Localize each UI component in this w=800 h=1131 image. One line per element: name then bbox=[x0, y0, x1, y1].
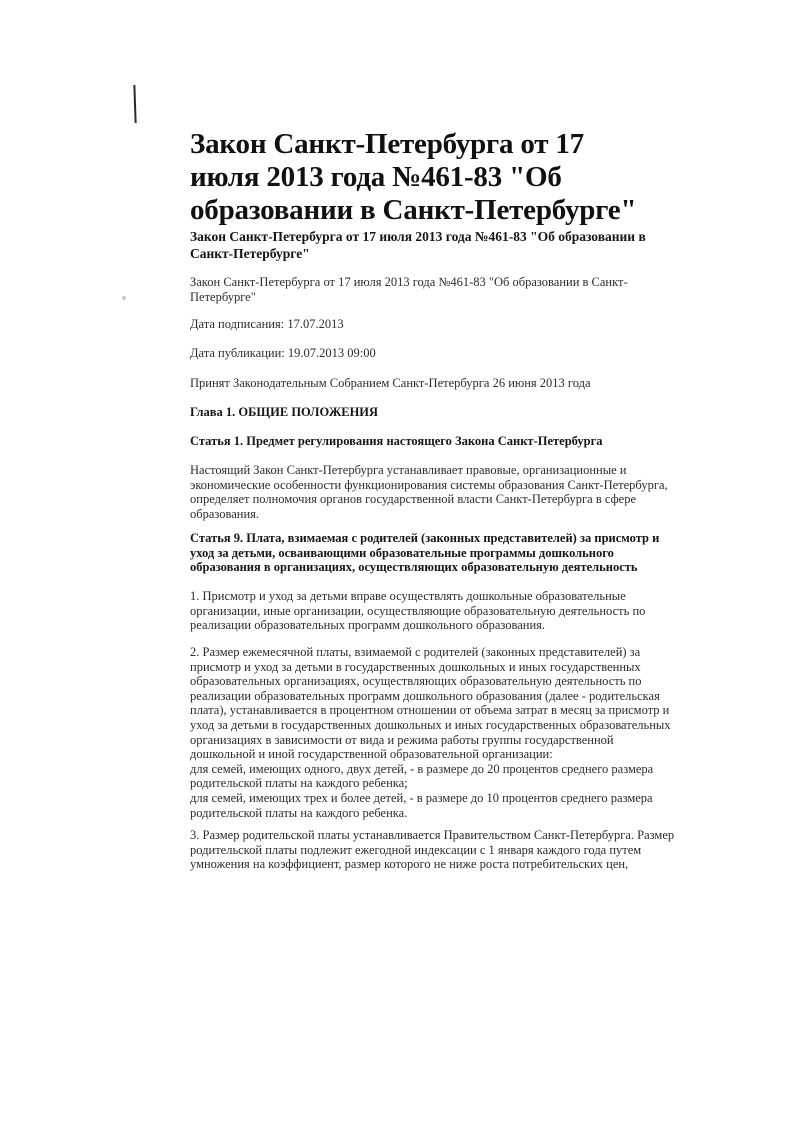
text-line: 2. Размер ежемесячной платы, взимаемой с родителей (законных представителей) за bbox=[190, 645, 641, 659]
article-9-heading bbox=[190, 531, 659, 575]
text-line: организации, иные организации, осуществляющие образовательную деятельность по bbox=[190, 603, 646, 618]
text-line: родительской платы на каждого ребенка; bbox=[190, 776, 408, 791]
signing-date: Дата подписания: 17.07.2013 bbox=[190, 317, 344, 331]
scan-artifact-dot bbox=[122, 296, 126, 300]
article-9-paragraph-2 bbox=[190, 645, 671, 820]
text-line: образования. bbox=[190, 506, 260, 521]
heading-line: уход за детьми, осваивающими образовательные программы дошкольного bbox=[190, 545, 614, 560]
text-line: присмотр и уход за детьми в государственных дошкольных и иных государственных bbox=[190, 659, 641, 674]
text-line: организациях в зависимости от вида и режима работы группы государственной bbox=[190, 732, 614, 747]
heading-line: Статья 9. Плата, взимаемая с родителей (законных представителей) за присмотр и bbox=[190, 531, 660, 545]
text-line: дошкольной и иной государственной образовательной организации: bbox=[190, 747, 553, 762]
article-9-paragraph-1 bbox=[190, 589, 645, 633]
article-1-text bbox=[190, 463, 668, 521]
text-line: Настоящий Закон Санкт-Петербурга устанавливает правовые, организационные и bbox=[190, 463, 627, 477]
text-line: экономические особенности функционирования системы образования Санкт-Петербурга, bbox=[190, 477, 668, 492]
subtitle: Закон Санкт-Петербурга от 17 июля 2013 года №461-83 "Об образовании в Санкт-Петербурге" bbox=[190, 229, 646, 261]
main-title: Закон Санкт-Петербурга от 17 июля 2013 года №461-83 "Об образовании в Санкт-Петербурге" bbox=[190, 128, 637, 226]
text-line: 3. Размер родительской платы устанавливается Правительством Санкт-Петербурга. Размер bbox=[190, 828, 675, 842]
article-1-heading: Статья 1. Предмет регулирования настоящего Закона Санкт-Петербурга bbox=[190, 434, 603, 448]
text-line: образовательных организациях, осуществляющих образовательную деятельность по bbox=[190, 674, 642, 689]
chapter-1-heading: Глава 1. ОБЩИЕ ПОЛОЖЕНИЯ bbox=[190, 405, 379, 419]
text-line: родительской платы подлежит ежегодной индексации с 1 января каждого года путем bbox=[190, 842, 642, 857]
intro-line: Петербурге" bbox=[190, 289, 256, 304]
text-line: уход за детьми в государственных дошкольных и иных государственных образовательных bbox=[190, 717, 671, 732]
article-9-paragraph-3 bbox=[190, 828, 674, 872]
text-line: умножения на коэффициент, размер которого не ниже роста потребительских цен, bbox=[190, 857, 629, 872]
text-line: для семей, имеющих трех и более детей, - в размере до 10 процентов среднего размера bbox=[190, 790, 653, 805]
intro-paragraph bbox=[190, 275, 628, 304]
scan-artifact-line bbox=[133, 85, 136, 123]
text-line: 1. Присмотр и уход за детьми вправе осуществлять дошкольные образовательные bbox=[190, 589, 626, 603]
adopted-note: Принят Законодательным Собранием Санкт-Петербурга 26 июня 2013 года bbox=[190, 376, 591, 390]
document-body bbox=[190, 128, 675, 872]
intro-line: Закон Санкт-Петербурга от 17 июля 2013 года №461-83 "Об образовании в Санкт- bbox=[190, 275, 628, 289]
heading-line: образования в организациях, осуществляющих образовательную деятельность bbox=[190, 560, 638, 575]
text-line: реализации образовательных программ дошкольного образования (далее - родительская bbox=[190, 688, 660, 703]
text-line: реализации образовательных программ дошкольного образования. bbox=[190, 618, 546, 633]
text-line: плата), устанавливается в процентном отношении от объема затрат в месяц за присмотр и bbox=[190, 703, 670, 718]
text-line: для семей, имеющих одного, двух детей, - в размере до 20 процентов среднего размера bbox=[190, 761, 654, 776]
text-line: определяет полномочия органов государственной власти Санкт-Петербурга в сфере bbox=[190, 492, 637, 507]
publication-date: Дата публикации: 19.07.2013 09:00 bbox=[190, 346, 376, 360]
text-line: родительской платы на каждого ребенка. bbox=[190, 805, 408, 820]
